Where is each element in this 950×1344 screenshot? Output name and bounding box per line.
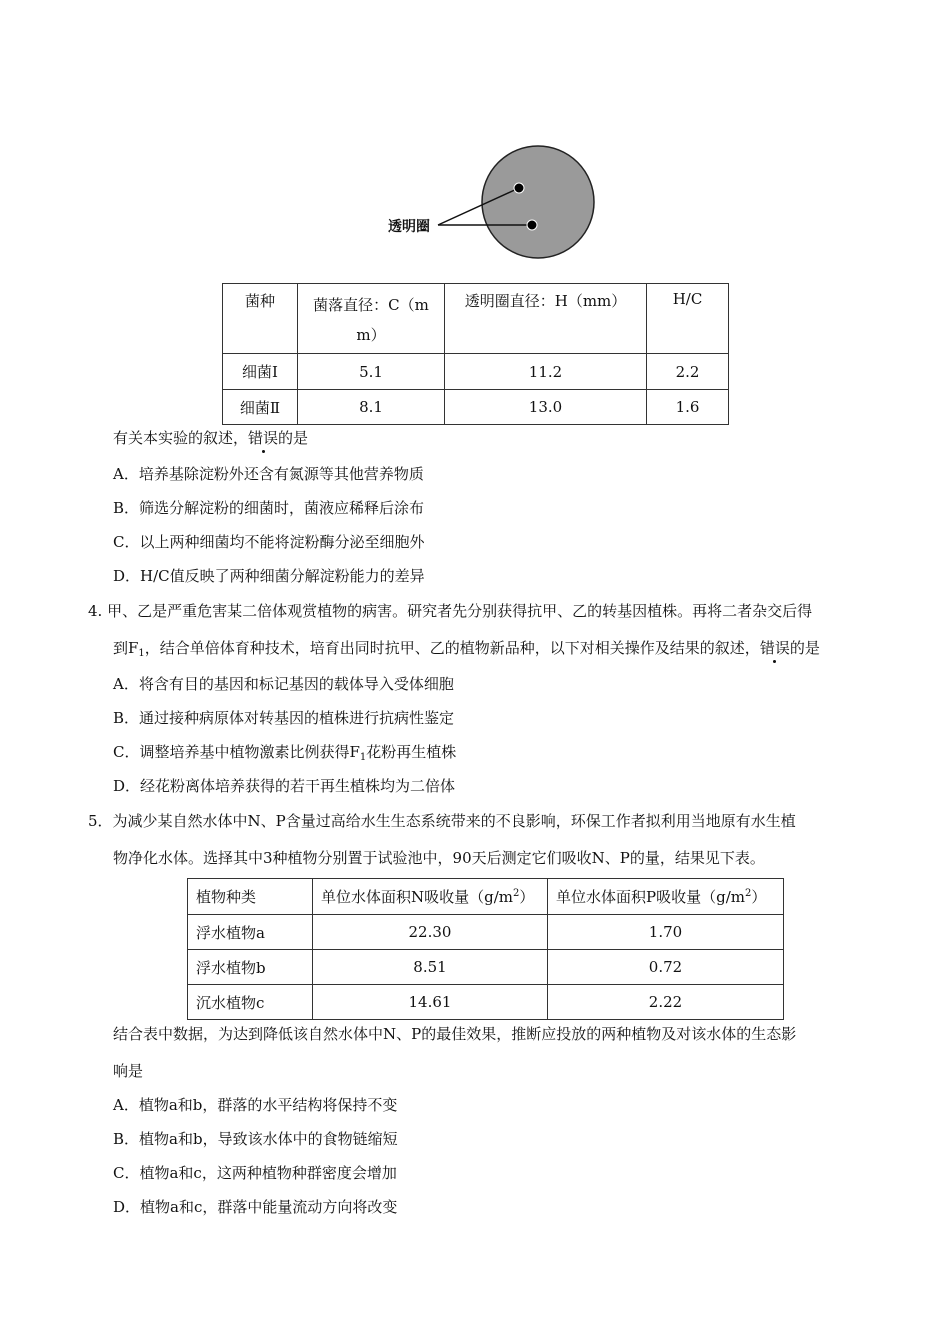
cell-colony: 5.1 [298, 354, 445, 390]
header-p-sup: 2 [744, 888, 752, 899]
header-n-absorption [313, 879, 548, 915]
q3-option-b: B．筛选分解淀粉的细菌时，菌液应稀释后涂布 [113, 499, 425, 517]
q5-after-line1: 结合表中数据，为达到降低该自然水体中N、P的最佳效果，推断应投放的两种植物及对该水体的生态影 [113, 1025, 797, 1043]
q5-after-line2: 响是 [113, 1062, 144, 1080]
q4-line2-a: 到F [113, 639, 139, 657]
table-header-row [188, 879, 784, 915]
cell-ratio: 2.2 [647, 354, 729, 390]
q5-option-c: C．植物a和c，这两种植物种群密度会增加 [113, 1164, 397, 1182]
q3-stem-suffix: 的是 [278, 429, 309, 447]
cell-p-value: 2.22 [548, 985, 784, 1020]
table-header-row [223, 284, 729, 354]
table-row [188, 985, 784, 1020]
cell-ratio: 1.6 [647, 390, 729, 425]
cell-n-value: 8.51 [313, 950, 548, 985]
q4-option-a: A．将含有目的基因和标记基因的载体导入受体细胞 [113, 675, 454, 693]
bacteria-table [222, 283, 729, 425]
q4-option-c-post: 花粉再生植株 [366, 743, 457, 761]
plant-absorption-table [187, 878, 784, 1020]
q4-line2-c: 的是 [789, 639, 820, 657]
q5-option-a: A．植物a和b，群落的水平结构将保持不变 [113, 1096, 398, 1114]
q4-stem-line1: 4. 甲、乙是严重危害某二倍体观赏植物的病害。研究者先分别获得抗甲、乙的转基因植株。再将二者杂交后得 [88, 602, 813, 620]
figure-label: 透明圈 [388, 219, 430, 235]
q5-option-d: D．植物a和c，群落中能量流动方向将改变 [113, 1198, 398, 1216]
q4-line2-emphasis: 错误 [759, 639, 790, 657]
table-row [188, 915, 784, 950]
cell-plant: 浮水植物a [188, 915, 313, 950]
petri-dish-figure [380, 140, 600, 270]
q4-option-c-sub: 1 [359, 752, 367, 763]
q4-line2-b: ，结合单倍体育种技术，培育出同时抗甲、乙的植物新品种，以下对相关操作及结果的叙述， [144, 639, 760, 657]
q4-line2-sub: 1 [138, 648, 145, 659]
cell-p-value: 0.72 [548, 950, 784, 985]
q4-option-c-pre: C．调整培养基中植物激素比例获得F [113, 743, 360, 761]
cell-zone: 13.0 [445, 390, 647, 425]
header-p-absorption [548, 879, 784, 915]
cell-n-value: 22.30 [313, 915, 548, 950]
cell-plant: 浮水植物b [188, 950, 313, 985]
q4-option-c [113, 742, 456, 768]
q3-stem-emphasis: 错误 [248, 429, 279, 447]
header-colony-diameter [298, 284, 445, 354]
header-ratio: H/C [647, 284, 729, 354]
header-n-text: 单位水体面积N吸收量（g/m [321, 888, 514, 906]
header-p-close: ） [751, 888, 767, 906]
header-n-close: ） [519, 888, 535, 906]
table-row [188, 950, 784, 985]
q5-stem-line2: 物净化水体。选择其中3种植物分别置于试验池中，90天后测定它们吸收N、P的量，结果见下表。 [113, 849, 765, 867]
q4-option-b: B．通过接种病原体对转基因的植株进行抗病性鉴定 [113, 709, 455, 727]
q3-stem [113, 428, 308, 448]
petri-dish-circle [482, 146, 594, 258]
cell-plant: 沉水植物c [188, 985, 313, 1020]
header-strain: 菌种 [223, 284, 298, 354]
colony-dot-upper [514, 183, 524, 193]
cell-zone: 11.2 [445, 354, 647, 390]
q4-option-d: D．经花粉离体培养获得的若干再生植株均为二倍体 [113, 777, 456, 795]
q3-stem-prefix: 有关本实验的叙述， [113, 429, 249, 447]
q3-option-c: C．以上两种细菌均不能将淀粉酶分泌至细胞外 [113, 533, 425, 551]
cell-n-value: 14.61 [313, 985, 548, 1020]
header-n-sup: 2 [513, 888, 520, 899]
cell-colony: 8.1 [298, 390, 445, 425]
q5-option-b: B．植物a和b，导致该水体中的食物链缩短 [113, 1130, 398, 1148]
table-row [223, 354, 729, 390]
colony-dot-lower [527, 220, 537, 230]
header-colony-diameter-line1: 菌落直径：C（m [313, 296, 429, 314]
header-p-text: 单位水体面积P吸收量（g/m [556, 888, 745, 906]
header-colony-diameter-line2: m） [356, 326, 386, 344]
q5-stem-line1: 5．为减少某自然水体中N、P含量过高给水生生态系统带来的不良影响，环保工作者拟利用当地原有水生植 [88, 812, 796, 830]
q3-option-d: D．H/C值反映了两种细菌分解淀粉能力的差异 [113, 567, 425, 585]
q4-stem-line2 [113, 638, 820, 664]
cell-strain: 细菌Ⅱ [223, 390, 298, 425]
table-row [223, 390, 729, 425]
header-zone-diameter: 透明圈直径：H（mm） [445, 284, 647, 354]
cell-strain: 细菌Ⅰ [223, 354, 298, 390]
cell-p-value: 1.70 [548, 915, 784, 950]
q3-option-a: A．培养基除淀粉外还含有氮源等其他营养物质 [113, 465, 424, 483]
header-plant-type: 植物种类 [188, 879, 313, 915]
